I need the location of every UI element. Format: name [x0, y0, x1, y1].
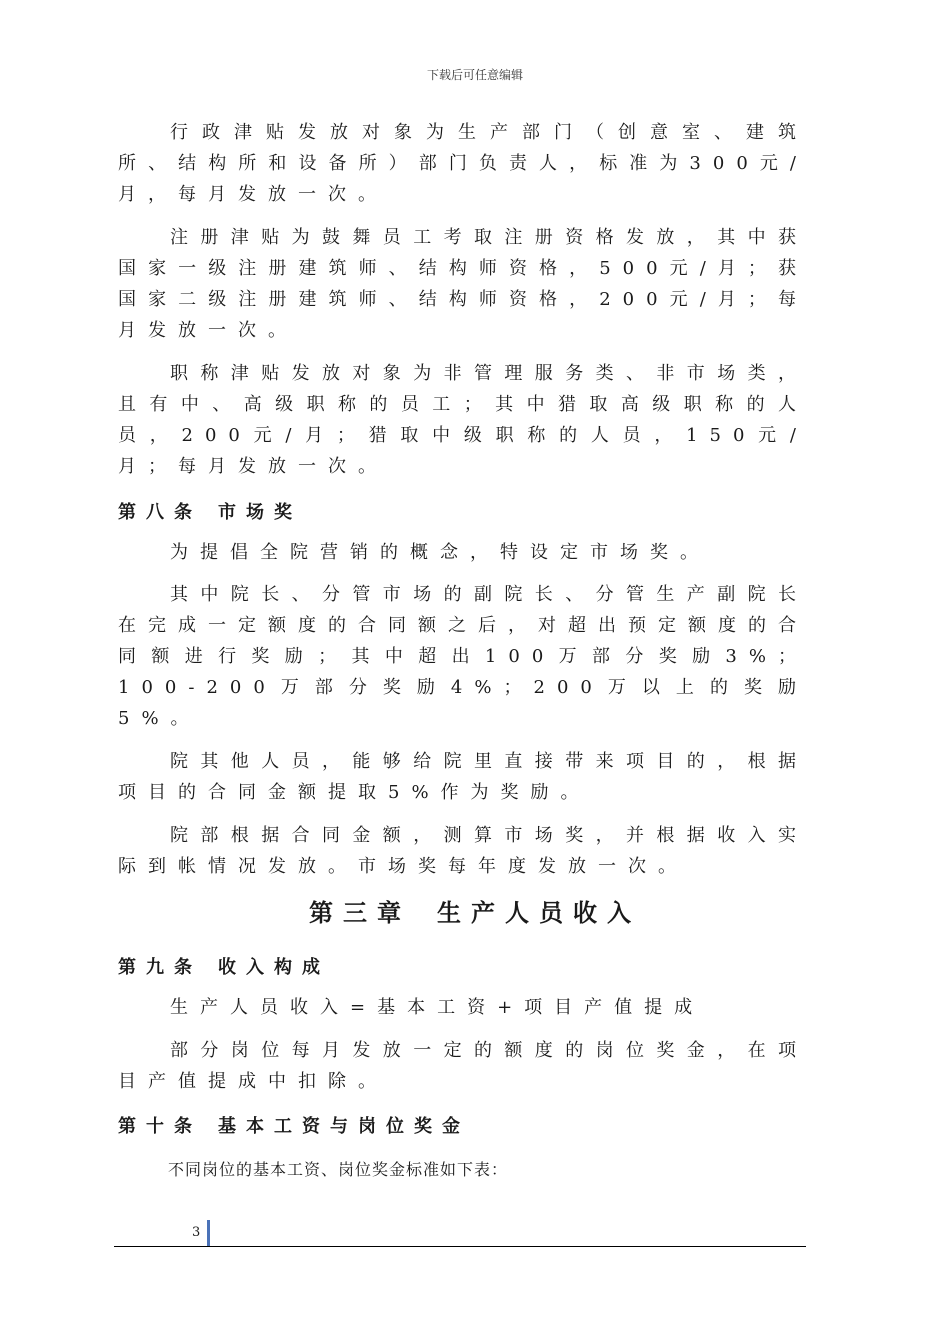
article-10-title: 基本工资与岗位奖金	[218, 1116, 470, 1137]
chapter-title: 生产人员收入	[437, 899, 641, 927]
paragraph-registration-allowance: 注册津贴为鼓舞员工考取注册资格发放，其中获国家一级注册建筑师、结构师资格，500元/月；获国家二级注册建筑师、结构师资格，200元/月；每月发放一次。	[118, 227, 808, 341]
paragraph-income-formula: 生产人员收入=基本工资+项目产值提成	[170, 997, 705, 1018]
paragraph-market-award-leaders: 其中院长、分管市场的副院长、分管生产副院长在完成一定额度的合同额之后，对超出预定额度的合同额进行奖励；其中超出100万部分奖励3%；100-200万部分奖励4%；200万以上的奖励5%。	[118, 584, 808, 729]
paragraph-market-award-calc: 院部根据合同金额，测算市场奖，并根据收入实际到帐情况发放。市场奖每年度发放一次。	[118, 825, 808, 877]
paragraph-market-award-intro: 为提倡全院营销的概念，特设定市场奖。	[170, 542, 710, 563]
paragraph-title-allowance: 职称津贴发放对象为非管理服务类、非市场类，且有中、高级职称的员工；其中猎取高级职称的人员，200元/月；猎取中级职称的人员，150元/月；每月发放一次。	[118, 363, 808, 477]
article-8-number: 第八条	[118, 502, 202, 523]
article-9-title: 收入构成	[218, 957, 330, 978]
chapter-number: 第三章	[309, 899, 411, 927]
paragraph-market-award-others: 院其他人员，能够给院里直接带来项目的，根据项目的合同金额提取5%作为奖励。	[118, 751, 808, 803]
article-9-heading	[118, 953, 808, 979]
article-10-heading	[118, 1112, 808, 1138]
chapter-3-heading	[0, 893, 950, 928]
article-8-title: 市场奖	[218, 502, 302, 523]
article-10-number: 第十条	[118, 1116, 202, 1137]
page-header: 下载后可任意编辑	[426, 68, 523, 82]
footer-rule	[114, 1246, 806, 1247]
paragraph-admin-allowance: 行政津贴发放对象为生产部门（创意室、建筑所、结构所和设备所）部门负责人，标准为300元/月，每月发放一次。	[118, 122, 808, 205]
article-9-number: 第九条	[118, 957, 202, 978]
footer-accent-bar	[207, 1220, 210, 1246]
paragraph-position-bonus: 部分岗位每月发放一定的额度的岗位奖金，在项目产值提成中扣除。	[118, 1040, 808, 1092]
page-number: 3	[192, 1225, 201, 1240]
article-8-heading	[118, 498, 808, 524]
paragraph-table-intro: 不同岗位的基本工资、岗位奖金标准如下表：	[168, 1160, 509, 1179]
